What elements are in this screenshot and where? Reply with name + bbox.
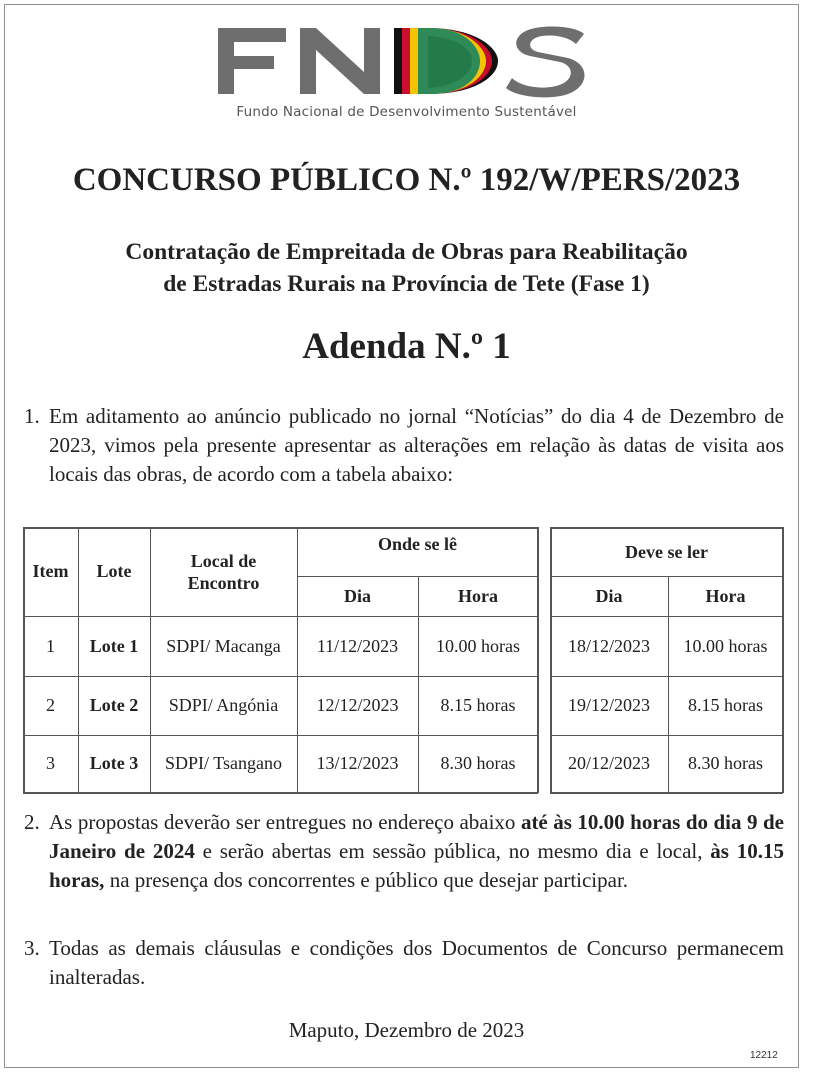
page-title: CONCURSO PÚBLICO N.º 192/W/PERS/2023 xyxy=(72,162,741,198)
logo-caption: Fundo Nacional de Desenvolvimento Sustentável xyxy=(236,104,577,120)
row-1-old-hora: 10.00 horas xyxy=(436,635,520,656)
reference-number: 12212 xyxy=(750,1050,778,1061)
row-1-local: SDPI/ Macanga xyxy=(166,635,281,656)
dates-table xyxy=(23,527,783,793)
header-item: Item xyxy=(32,561,69,581)
paragraph-text: Todas as demais cláusulas e condições dos Documentos de Concurso permanecem inalteradas. xyxy=(49,936,784,989)
header-new-dia: Dia xyxy=(595,585,623,606)
paragraph-number: 1. xyxy=(24,404,40,428)
deadline-text: até às 10.00 horas do dia 9 de Janeiro de 2024 xyxy=(49,810,784,863)
row-3-old-dia: 13/12/2023 xyxy=(316,753,399,773)
header-old-dia: Dia xyxy=(344,585,371,606)
row-3-item: 3 xyxy=(46,753,55,773)
row-2-new-hora: 8.15 horas xyxy=(688,695,763,715)
place-and-date: Maputo, Dezembro de 2023 xyxy=(288,1018,525,1042)
paragraph-text-part-2: e serão abertas em sessão pública, no mesmo dia e local, xyxy=(194,839,711,863)
row-1-new-dia: 18/12/2023 xyxy=(567,635,650,656)
row-2-lote: Lote 2 xyxy=(89,695,139,715)
paragraph-text-part-3: na presença dos concorrentes e público que desejar participar. xyxy=(104,868,629,892)
paragraph-text xyxy=(49,808,784,895)
opening-time-text: às 10.15 horas, xyxy=(49,839,784,892)
addendum-heading: Adenda N.º 1 xyxy=(302,326,511,367)
paragraph-1 xyxy=(24,402,784,489)
header-new-hora: Hora xyxy=(705,585,746,606)
row-3-old-hora: 8.30 horas xyxy=(440,753,516,773)
row-3-lote: Lote 3 xyxy=(89,753,139,773)
paragraph-text-part-1: As propostas deverão ser entregues no endereço abaixo xyxy=(49,810,521,834)
row-2-old-hora: 8.15 horas xyxy=(440,695,516,715)
row-1-item: 1 xyxy=(46,635,55,656)
header-lote: Lote xyxy=(96,561,132,581)
paragraph-2 xyxy=(24,808,784,895)
subtitle xyxy=(0,236,813,300)
paragraph-number: 3. xyxy=(24,936,40,960)
row-3-new-dia: 20/12/2023 xyxy=(567,753,650,773)
row-1-old-dia: 11/12/2023 xyxy=(316,635,399,656)
row-1-lote: Lote 1 xyxy=(89,635,139,656)
header-onde-se-le: Onde se lê xyxy=(378,533,457,554)
row-1-new-hora: 10.00 horas xyxy=(683,635,768,656)
paragraph-number: 2. xyxy=(24,810,40,834)
header-old-hora: Hora xyxy=(458,585,498,606)
row-3-new-hora: 8.30 horas xyxy=(688,753,763,773)
header-local: Local de Encontro xyxy=(187,551,260,593)
paragraph-3 xyxy=(24,934,784,992)
row-2-old-dia: 12/12/2023 xyxy=(316,695,399,715)
subtitle-line-2: de Estradas Rurais na Província de Tete (Fase 1) xyxy=(163,271,650,297)
fnds-logo-mark xyxy=(214,20,599,104)
row-2-item: 2 xyxy=(46,695,55,715)
paragraph-text: Em aditamento ao anúncio publicado no jornal “Notícias” do dia 4 de Dezembro de 2023, vimos pela presente apresentar as alterações em relação às datas de visita aos locais das obras, de acordo com a tabela abaixo: xyxy=(49,404,784,486)
fnds-logo xyxy=(214,20,599,128)
row-2-new-dia: 19/12/2023 xyxy=(567,695,650,715)
subtitle-line-1: Contratação de Empreitada de Obras para Reabilitação xyxy=(125,239,688,265)
header-deve-se-ler: Deve se ler xyxy=(625,542,708,562)
row-3-local: SDPI/ Tsangano xyxy=(165,753,282,773)
row-2-local: SDPI/ Angónia xyxy=(168,695,279,715)
